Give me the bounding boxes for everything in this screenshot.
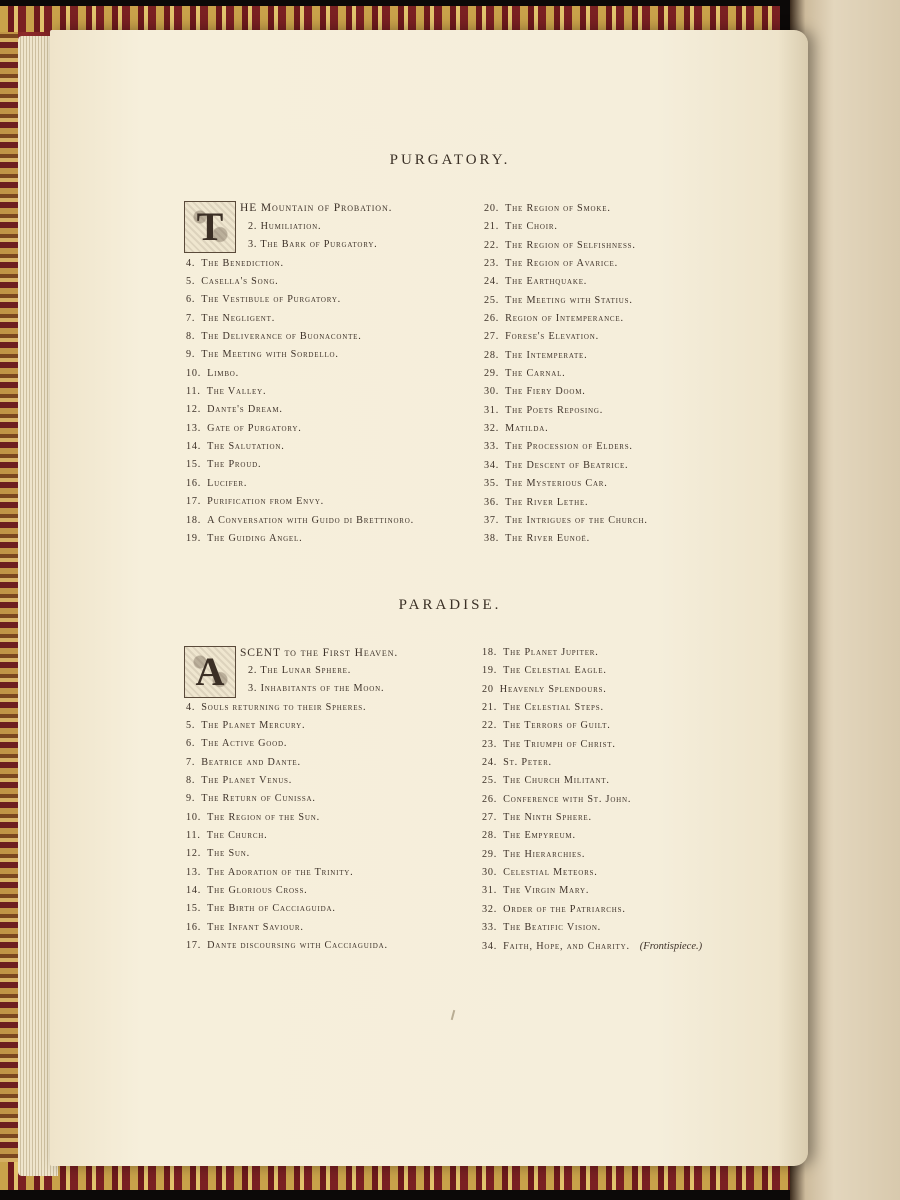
item-number: 17. <box>186 940 202 952</box>
item-title: The Valley. <box>206 386 267 398</box>
item-number: 7. <box>186 756 196 768</box>
list-item <box>484 255 648 273</box>
item-title: 2. The Lunar Sphere. <box>248 665 352 676</box>
item-number: 11. <box>186 830 201 842</box>
item-number: 19. <box>482 665 498 677</box>
item-title: The River Eunoë. <box>505 533 590 545</box>
list-item <box>186 937 388 955</box>
item-title: The Triumph of Christ. <box>503 738 616 750</box>
item-number: 17. <box>186 496 202 508</box>
item-number: 12. <box>186 848 202 860</box>
item-title: The Glorious Cross. <box>207 885 308 897</box>
item-title: The Infant Saviour. <box>207 921 304 933</box>
item-number: 24. <box>484 276 500 288</box>
list-item <box>484 475 648 493</box>
item-title: The Fiery Doom. <box>505 386 586 398</box>
list-item <box>484 218 648 236</box>
item-title: The Church Militant. <box>503 775 610 787</box>
item-number: 22. <box>484 239 500 251</box>
list-item <box>186 346 414 364</box>
list-item <box>186 236 414 254</box>
list-item <box>482 662 702 680</box>
item-title: Dante discoursing with Cacciaguida. <box>207 940 388 952</box>
list-item <box>482 644 702 662</box>
item-title: The Region of Selfishness. <box>505 239 636 251</box>
list-item <box>186 662 388 680</box>
item-number: 38. <box>484 533 500 545</box>
item-number: 23. <box>482 738 498 750</box>
list-item <box>484 200 648 218</box>
item-title: The Proud. <box>207 459 262 471</box>
list-item <box>186 827 388 845</box>
paradise-left-column <box>186 662 388 956</box>
item-title: The Beatific Vision. <box>503 922 602 934</box>
list-item <box>482 919 702 937</box>
paradise-heading: PARADISE. <box>398 597 502 613</box>
item-number: 8. <box>186 331 196 343</box>
item-title: The Virgin Mary. <box>503 885 590 897</box>
list-item <box>482 901 702 919</box>
list-item <box>186 493 414 511</box>
item-number: 9. <box>186 793 196 805</box>
item-title: The Guiding Angel. <box>207 532 303 544</box>
book-cover-bottom-edge <box>0 1162 820 1190</box>
list-item <box>186 255 414 273</box>
list-item <box>484 512 648 530</box>
list-item <box>482 864 702 882</box>
item-number: 30. <box>484 386 500 398</box>
item-number: 5. <box>186 276 196 288</box>
list-item <box>482 699 702 717</box>
item-title: The Earthquake. <box>505 276 588 288</box>
book-cover-top-edge <box>0 6 780 32</box>
item-number: 25. <box>484 294 500 306</box>
item-title: The Salutation. <box>207 441 285 453</box>
list-item <box>482 846 702 864</box>
item-number: 32. <box>484 423 500 435</box>
item-number: 24. <box>482 757 498 769</box>
list-item <box>186 882 388 900</box>
item-number: 31. <box>482 885 498 897</box>
purgatory-item-1: HE Mountain of Probation. <box>240 202 393 214</box>
list-item <box>186 735 388 753</box>
list-item <box>186 512 414 530</box>
list-item <box>186 699 388 717</box>
item-title: Matilda. <box>505 423 549 435</box>
item-title: A Conversation with Guido di Brettinoro. <box>207 514 414 526</box>
item-title: 3. Inhabitants of the Moon. <box>248 683 385 695</box>
item-title: The Planet Mercury. <box>201 720 306 732</box>
list-item <box>482 772 702 790</box>
item-title: The Region of Smoke. <box>505 203 611 214</box>
item-number: 8. <box>186 775 196 787</box>
item-title: The Intemperate. <box>505 349 588 361</box>
item-title: The Birth of Cacciaguida. <box>207 903 336 915</box>
item-title: Purification from Envy. <box>207 496 325 508</box>
item-title: The Empyreum. <box>503 830 576 842</box>
item-title: The River Lethe. <box>505 496 589 508</box>
item-title: The Planet Venus. <box>201 775 293 787</box>
list-item <box>482 938 702 956</box>
list-item <box>482 681 702 699</box>
item-number: 5. <box>186 720 196 732</box>
item-title: Heavenly Splendours. <box>499 683 607 695</box>
list-item <box>186 218 414 236</box>
list-item <box>186 420 414 438</box>
item-title: Souls returning to their Spheres. <box>201 701 367 713</box>
item-title: The Carnal. <box>505 368 566 380</box>
list-item <box>186 919 388 937</box>
item-number: 34. <box>482 940 498 952</box>
item-number: 6. <box>186 738 196 750</box>
list-item <box>484 292 648 310</box>
item-number: 18. <box>482 647 498 658</box>
item-number: 21. <box>484 221 500 233</box>
item-title: The Church. <box>206 830 268 842</box>
item-title: The Celestial Steps. <box>503 702 604 714</box>
list-item <box>484 402 648 420</box>
item-number: 22. <box>482 720 498 732</box>
item-title: The Celestial Eagle. <box>503 665 607 677</box>
list-item <box>186 772 388 790</box>
list-item <box>482 882 702 900</box>
item-title: The Poets Reposing. <box>505 404 604 416</box>
list-item <box>484 457 648 475</box>
item-title: The Mysterious Car. <box>505 478 608 490</box>
list-item <box>484 328 648 346</box>
list-item <box>186 680 388 698</box>
item-number: 29. <box>484 368 500 380</box>
list-item <box>186 530 414 548</box>
item-title: The Deliverance of Buonaconte. <box>201 331 362 343</box>
list-item <box>186 310 414 328</box>
paradise-item-1: SCENT to the First Heaven. <box>240 647 399 659</box>
item-title: Dante's Dream. <box>207 404 283 416</box>
item-title: Forese's Elevation. <box>505 331 599 343</box>
list-item <box>186 754 388 772</box>
item-title: 2. Humiliation. <box>248 221 322 232</box>
item-number: 16. <box>186 921 202 933</box>
item-number: 32. <box>482 903 498 915</box>
list-item <box>482 736 702 754</box>
paradise-dropcap: A <box>184 646 236 698</box>
item-number: 29. <box>482 848 498 860</box>
item-title: The Intrigues of the Church. <box>505 514 648 526</box>
item-number: 16. <box>186 477 202 489</box>
item-number: 23. <box>484 258 500 270</box>
item-number: 15. <box>186 903 202 915</box>
item-title: The Meeting with Sordello. <box>201 349 339 361</box>
item-title: The Region of Avarice. <box>505 258 618 270</box>
paradise-right-column <box>482 644 702 956</box>
item-title: The Benediction. <box>201 257 284 269</box>
item-title: Celestial Meteors. <box>503 867 598 879</box>
list-item <box>186 383 414 401</box>
item-number: 13. <box>186 422 202 434</box>
item-title: Region of Intemperance. <box>505 313 624 325</box>
item-title: Lucifer. <box>207 477 248 489</box>
list-item <box>484 530 648 548</box>
item-number: 25. <box>482 775 498 787</box>
list-item <box>186 328 414 346</box>
item-number: 19. <box>186 532 202 544</box>
item-title: Casella's Song. <box>201 276 279 288</box>
item-title: The Hierarchies. <box>503 848 586 860</box>
item-title: The Choir. <box>505 221 558 233</box>
item-title: The Active Good. <box>201 738 288 750</box>
item-number: 20 <box>482 683 494 695</box>
frontispiece-note: (Frontispiece.) <box>639 940 703 952</box>
item-number: 14. <box>186 441 202 453</box>
item-title: Beatrice and Dante. <box>201 756 301 768</box>
item-number: 33. <box>482 922 498 934</box>
list-item <box>484 365 648 383</box>
item-number: 9. <box>186 349 196 361</box>
item-number: 18. <box>186 514 202 526</box>
item-title: 3. The Bark of Purgatory. <box>248 239 378 251</box>
list-item <box>186 273 414 291</box>
item-title: The Vestibule of Purgatory. <box>201 294 342 306</box>
item-title: The Descent of Beatrice. <box>505 459 629 471</box>
item-number: 7. <box>186 312 196 324</box>
list-item <box>186 438 414 456</box>
item-title: The Terrors of Guilt. <box>503 720 611 732</box>
purgatory-dropcap: T <box>184 201 236 253</box>
item-title: Conference with St. John. <box>503 793 632 805</box>
item-title: The Negligent. <box>201 312 276 324</box>
list-item <box>484 383 648 401</box>
item-title: The Procession of Elders. <box>505 441 633 453</box>
item-number: 30. <box>482 867 498 879</box>
item-number: 28. <box>484 349 500 361</box>
item-title: The Sun. <box>207 848 250 860</box>
item-number: 4. <box>186 257 196 269</box>
list-item <box>186 365 414 383</box>
item-title: The Planet Jupiter. <box>503 647 599 658</box>
item-number: 15. <box>186 459 202 471</box>
list-item <box>186 900 388 918</box>
item-number: 26. <box>482 793 498 805</box>
item-number: 26. <box>484 313 500 325</box>
item-number: 10. <box>186 367 202 379</box>
list-item <box>482 791 702 809</box>
item-number: 6. <box>186 294 196 306</box>
item-number: 34. <box>484 459 500 471</box>
list-item <box>484 310 648 328</box>
item-number: 13. <box>186 866 202 878</box>
item-title: Order of the Patriarchs. <box>503 903 626 915</box>
list-item <box>484 347 648 365</box>
item-title: Limbo. <box>207 367 239 379</box>
list-item <box>482 809 702 827</box>
item-number: 31. <box>484 404 500 416</box>
item-number: 10. <box>186 811 202 823</box>
list-item <box>484 438 648 456</box>
item-number: 20. <box>484 203 500 214</box>
purgatory-left-column <box>186 218 414 548</box>
item-number: 12. <box>186 404 202 416</box>
item-title: The Return of Cunissa. <box>201 793 316 805</box>
list-item <box>484 420 648 438</box>
purgatory-right-column <box>484 200 648 549</box>
list-item <box>186 790 388 808</box>
item-number: 28. <box>482 830 498 842</box>
list-item <box>186 401 414 419</box>
item-title: The Adoration of the Trinity. <box>207 866 354 878</box>
item-title: The Ninth Sphere. <box>503 812 592 824</box>
item-title: Gate of Purgatory. <box>207 422 302 434</box>
item-title: The Meeting with Statius. <box>505 294 633 306</box>
list-item <box>186 809 388 827</box>
item-number: 14. <box>186 885 202 897</box>
list-item <box>186 845 388 863</box>
item-number: 37. <box>484 514 500 526</box>
list-item <box>484 494 648 512</box>
item-number: 11. <box>186 386 201 398</box>
item-number: 35. <box>484 478 500 490</box>
item-number: 27. <box>484 331 500 343</box>
item-number: 36. <box>484 496 500 508</box>
list-item <box>482 754 702 772</box>
list-item <box>186 717 388 735</box>
list-item <box>482 717 702 735</box>
list-item <box>186 456 414 474</box>
item-number: 21. <box>482 702 498 714</box>
purgatory-heading: PURGATORY. <box>389 152 511 168</box>
item-number: 4. <box>186 701 196 713</box>
item-number: 27. <box>482 812 498 824</box>
list-item <box>484 273 648 291</box>
list-item <box>186 864 388 882</box>
list-item <box>186 475 414 493</box>
item-title: The Region of the Sun. <box>207 811 320 823</box>
item-title: Faith, Hope, and Charity. <box>503 940 630 952</box>
item-title: St. Peter. <box>503 757 552 769</box>
item-number: 33. <box>484 441 500 453</box>
list-item <box>482 827 702 845</box>
list-item <box>186 291 414 309</box>
list-item <box>484 237 648 255</box>
